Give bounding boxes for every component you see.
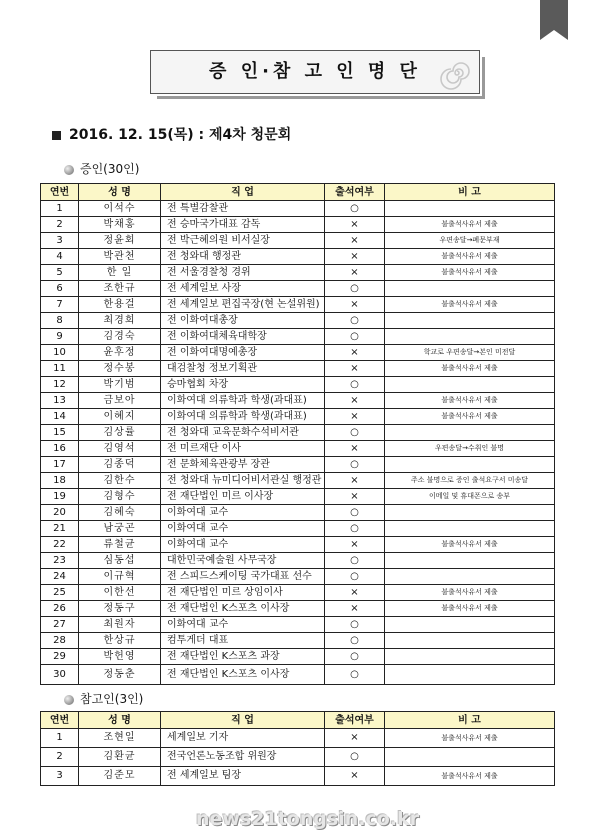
table-row — [41, 617, 555, 633]
row-note — [385, 201, 555, 217]
row-position: 전 문화체육관광부 장관 — [161, 457, 325, 473]
row-note — [385, 633, 555, 649]
row-no: 17 — [41, 457, 79, 473]
row-attendance: × — [325, 249, 385, 265]
row-no: 1 — [41, 201, 79, 217]
row-note: 불출석사유서 제출 — [385, 601, 555, 617]
bookmark-ribbon-icon — [540, 0, 568, 30]
row-attendance: × — [325, 537, 385, 553]
row-position: 전 청와대 뉴미디어비서관실 행정관 — [161, 473, 325, 489]
table-row — [41, 585, 555, 601]
row-no: 24 — [41, 569, 79, 585]
row-no: 22 — [41, 537, 79, 553]
row-attendance: × — [325, 393, 385, 409]
row-position: 전 세계일보 편집국장(현 논설위원) — [161, 297, 325, 313]
row-attendance: × — [325, 409, 385, 425]
row-note: 불출석사유서 제출 — [385, 393, 555, 409]
row-no: 28 — [41, 633, 79, 649]
row-no: 30 — [41, 665, 79, 685]
table-row — [41, 345, 555, 361]
table-row — [41, 377, 555, 393]
row-name: 한 일 — [79, 265, 161, 281]
col-no: 연번 — [41, 184, 79, 201]
row-name: 이석수 — [79, 201, 161, 217]
table-row — [41, 441, 555, 457]
row-name: 정수봉 — [79, 361, 161, 377]
row-note — [385, 569, 555, 585]
col-no: 연번 — [41, 712, 79, 729]
row-name: 금보아 — [79, 393, 161, 409]
row-position: 전 재단법인 미르 이사장 — [161, 489, 325, 505]
row-note — [385, 281, 555, 297]
row-name: 정동구 — [79, 601, 161, 617]
row-attendance: ○ — [325, 377, 385, 393]
row-name: 박채홍 — [79, 217, 161, 233]
row-attendance: × — [325, 767, 385, 786]
row-position: 승마협회 차장 — [161, 377, 325, 393]
row-attendance: ○ — [325, 665, 385, 685]
reference-heading-text: 참고인(3인) — [80, 692, 144, 706]
row-note — [385, 425, 555, 441]
row-position: 전 미르재단 이사 — [161, 441, 325, 457]
row-note — [385, 313, 555, 329]
row-name: 김환균 — [79, 748, 161, 767]
row-no: 1 — [41, 729, 79, 748]
table-row — [41, 767, 555, 786]
col-position: 직 업 — [161, 184, 325, 201]
row-position: 전 세계일보 팀장 — [161, 767, 325, 786]
col-attendance: 출석여부 — [325, 712, 385, 729]
row-note: 불출석사유서 제출 — [385, 409, 555, 425]
row-name: 류철균 — [79, 537, 161, 553]
row-attendance: × — [325, 441, 385, 457]
row-name: 김종덕 — [79, 457, 161, 473]
row-note: 학교로 우편송달→본인 미전달 — [385, 345, 555, 361]
row-position: 대검찰청 정보기획관 — [161, 361, 325, 377]
row-position: 전국언론노동조합 위원장 — [161, 748, 325, 767]
witness-heading-text: 증인(30인) — [80, 162, 140, 176]
row-position: 전 청와대 행정관 — [161, 249, 325, 265]
row-name: 이한선 — [79, 585, 161, 601]
witness-heading — [64, 160, 139, 177]
row-no: 13 — [41, 393, 79, 409]
watermark: news21tongsin.co.kr — [196, 808, 420, 830]
row-attendance: × — [325, 473, 385, 489]
table-row — [41, 281, 555, 297]
row-position: 전 특별감찰관 — [161, 201, 325, 217]
row-name: 윤후정 — [79, 345, 161, 361]
row-no: 5 — [41, 265, 79, 281]
row-position: 전 이화여대명예총장 — [161, 345, 325, 361]
row-attendance: × — [325, 265, 385, 281]
row-attendance: ○ — [325, 521, 385, 537]
row-no: 4 — [41, 249, 79, 265]
row-position: 세계일보 기자 — [161, 729, 325, 748]
row-name: 김형수 — [79, 489, 161, 505]
row-name: 정동춘 — [79, 665, 161, 685]
row-attendance: × — [325, 233, 385, 249]
table-row — [41, 265, 555, 281]
row-position: 전 재단법인 K스포츠 이사장 — [161, 665, 325, 685]
table-row — [41, 313, 555, 329]
row-position: 전 세계일보 사장 — [161, 281, 325, 297]
col-position: 직 업 — [161, 712, 325, 729]
row-attendance: × — [325, 297, 385, 313]
row-no: 26 — [41, 601, 79, 617]
row-attendance: ○ — [325, 505, 385, 521]
row-name: 한용걸 — [79, 297, 161, 313]
row-note: 불출석사유서 제출 — [385, 361, 555, 377]
row-no: 8 — [41, 313, 79, 329]
row-position: 이화여대 교수 — [161, 617, 325, 633]
row-note: 불출석사유서 제출 — [385, 297, 555, 313]
row-attendance: ○ — [325, 425, 385, 441]
row-name: 이혜지 — [79, 409, 161, 425]
row-attendance: × — [325, 361, 385, 377]
row-no: 16 — [41, 441, 79, 457]
row-note: 이메일 및 휴대폰으로 송부 — [385, 489, 555, 505]
row-attendance: ○ — [325, 313, 385, 329]
row-position: 컴투게더 대표 — [161, 633, 325, 649]
row-note: 우편송달→폐문부재 — [385, 233, 555, 249]
table-row — [41, 521, 555, 537]
section-heading — [52, 124, 291, 144]
table-row — [41, 393, 555, 409]
table-row — [41, 649, 555, 665]
row-attendance: ○ — [325, 633, 385, 649]
row-name: 정윤회 — [79, 233, 161, 249]
row-name: 최원자 — [79, 617, 161, 633]
row-attendance: ○ — [325, 201, 385, 217]
row-note — [385, 329, 555, 345]
col-note: 비 고 — [385, 184, 555, 201]
row-note — [385, 649, 555, 665]
row-note — [385, 748, 555, 767]
bullet-sphere-icon — [64, 695, 74, 705]
reference-heading — [64, 690, 143, 707]
table-row — [41, 297, 555, 313]
row-note: 불출석사유서 제출 — [385, 585, 555, 601]
row-no: 3 — [41, 767, 79, 786]
row-name: 남궁곤 — [79, 521, 161, 537]
row-position: 이화여대 교수 — [161, 521, 325, 537]
row-attendance: × — [325, 345, 385, 361]
table-row — [41, 489, 555, 505]
row-no: 27 — [41, 617, 79, 633]
row-name: 김경숙 — [79, 329, 161, 345]
table-row — [41, 361, 555, 377]
table-row — [41, 233, 555, 249]
row-no: 25 — [41, 585, 79, 601]
square-bullet-icon — [52, 131, 61, 140]
row-position: 이화여대 의류학과 학생(과대표) — [161, 393, 325, 409]
table-row — [41, 473, 555, 489]
row-position: 전 스피드스케이팅 국가대표 선수 — [161, 569, 325, 585]
bullet-sphere-icon — [64, 165, 74, 175]
row-position: 전 박근혜의원 비서실장 — [161, 233, 325, 249]
row-note — [385, 505, 555, 521]
row-attendance: × — [325, 217, 385, 233]
row-attendance: × — [325, 585, 385, 601]
row-name: 심동섭 — [79, 553, 161, 569]
row-name: 박관천 — [79, 249, 161, 265]
row-name: 김혜숙 — [79, 505, 161, 521]
table-row — [41, 201, 555, 217]
row-no: 2 — [41, 217, 79, 233]
row-attendance: ○ — [325, 457, 385, 473]
row-note: 불출석사유서 제출 — [385, 249, 555, 265]
table-row — [41, 665, 555, 685]
row-attendance: × — [325, 729, 385, 748]
row-name: 박기범 — [79, 377, 161, 393]
row-name: 최경희 — [79, 313, 161, 329]
title-box — [150, 50, 480, 94]
row-position: 전 이화여대체육대학장 — [161, 329, 325, 345]
row-no: 18 — [41, 473, 79, 489]
table-row — [41, 505, 555, 521]
row-no: 19 — [41, 489, 79, 505]
col-attendance: 출석여부 — [325, 184, 385, 201]
table-header-row — [41, 712, 555, 729]
row-name: 이규혁 — [79, 569, 161, 585]
row-no: 6 — [41, 281, 79, 297]
table-row — [41, 729, 555, 748]
row-name: 김준모 — [79, 767, 161, 786]
row-note — [385, 553, 555, 569]
row-attendance: ○ — [325, 748, 385, 767]
row-position: 전 재단법인 K스포츠 이사장 — [161, 601, 325, 617]
row-note: 불출석사유서 제출 — [385, 729, 555, 748]
row-position: 이화여대 교수 — [161, 505, 325, 521]
witness-table — [40, 183, 555, 685]
table-row — [41, 633, 555, 649]
page-title: 증 인·참 고 인 명 단 — [209, 61, 421, 82]
row-no: 7 — [41, 297, 79, 313]
row-attendance: ○ — [325, 553, 385, 569]
row-note — [385, 665, 555, 685]
section-heading-text: 2016. 12. 15(목) : 제4차 청문회 — [69, 127, 292, 143]
row-no: 15 — [41, 425, 79, 441]
row-position: 전 서울경찰청 경위 — [161, 265, 325, 281]
table-row — [41, 748, 555, 767]
row-note — [385, 457, 555, 473]
row-attendance: ○ — [325, 329, 385, 345]
row-no: 23 — [41, 553, 79, 569]
row-position: 전 재단법인 미르 상임이사 — [161, 585, 325, 601]
table-row — [41, 249, 555, 265]
row-name: 조한규 — [79, 281, 161, 297]
row-note: 불출석사유서 제출 — [385, 217, 555, 233]
row-attendance: × — [325, 601, 385, 617]
row-name: 김상률 — [79, 425, 161, 441]
table-row — [41, 569, 555, 585]
row-no: 20 — [41, 505, 79, 521]
table-header-row — [41, 184, 555, 201]
row-position: 전 승마국가대표 감독 — [161, 217, 325, 233]
row-no: 11 — [41, 361, 79, 377]
swirl-decoration-icon — [440, 56, 474, 90]
col-note: 비 고 — [385, 712, 555, 729]
row-name: 김한수 — [79, 473, 161, 489]
row-position: 대한민국예술원 사무국장 — [161, 553, 325, 569]
table-row — [41, 537, 555, 553]
row-position: 전 재단법인 K스포츠 과장 — [161, 649, 325, 665]
row-note: 불출석사유서 제출 — [385, 537, 555, 553]
table-row — [41, 329, 555, 345]
row-note — [385, 521, 555, 537]
row-attendance: ○ — [325, 281, 385, 297]
row-note — [385, 617, 555, 633]
row-no: 2 — [41, 748, 79, 767]
table-row — [41, 409, 555, 425]
row-position: 이화여대 의류학과 학생(과대표) — [161, 409, 325, 425]
row-name: 박헌영 — [79, 649, 161, 665]
table-row — [41, 425, 555, 441]
row-note: 불출석사유서 제출 — [385, 265, 555, 281]
row-attendance: ○ — [325, 569, 385, 585]
row-position: 전 청와대 교육문화수석비서관 — [161, 425, 325, 441]
row-note: 우편송달→수취인 불명 — [385, 441, 555, 457]
col-name: 성 명 — [79, 712, 161, 729]
row-attendance: × — [325, 489, 385, 505]
row-no: 29 — [41, 649, 79, 665]
table-row — [41, 601, 555, 617]
row-note: 불출석사유서 제출 — [385, 767, 555, 786]
row-position: 이화여대 교수 — [161, 537, 325, 553]
table-row — [41, 457, 555, 473]
row-name: 조현일 — [79, 729, 161, 748]
row-no: 12 — [41, 377, 79, 393]
row-attendance: ○ — [325, 617, 385, 633]
row-name: 김영석 — [79, 441, 161, 457]
row-note — [385, 377, 555, 393]
col-name: 성 명 — [79, 184, 161, 201]
row-no: 21 — [41, 521, 79, 537]
row-position: 전 이화여대총장 — [161, 313, 325, 329]
reference-table — [40, 711, 555, 786]
row-no: 10 — [41, 345, 79, 361]
table-row — [41, 217, 555, 233]
row-no: 3 — [41, 233, 79, 249]
row-note: 주소 불명으로 증인 출석요구서 미송달 — [385, 473, 555, 489]
table-row — [41, 553, 555, 569]
row-no: 14 — [41, 409, 79, 425]
row-attendance: ○ — [325, 649, 385, 665]
row-no: 9 — [41, 329, 79, 345]
row-name: 한상규 — [79, 633, 161, 649]
